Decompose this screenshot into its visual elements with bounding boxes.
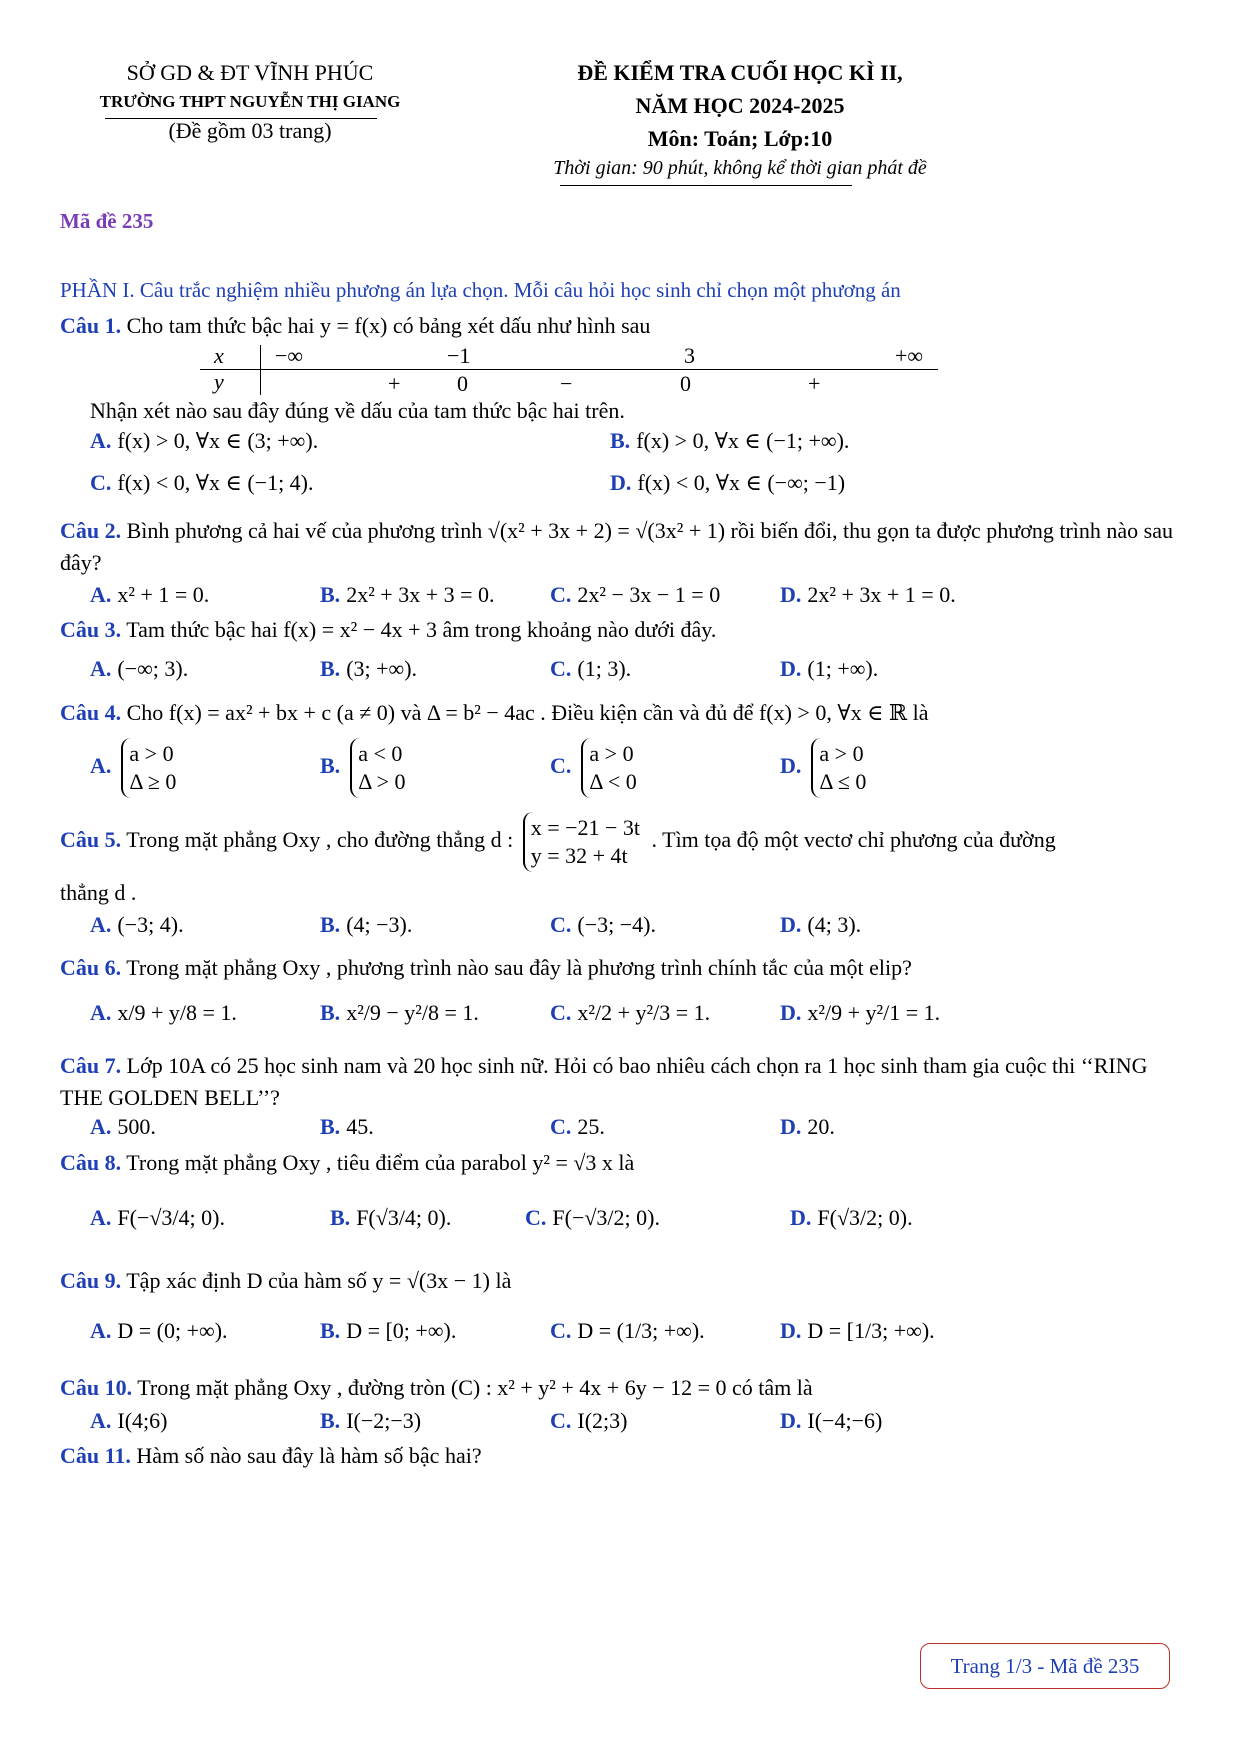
q6-option-d[interactable]: D. x²/9 + y²/1 = 1.	[780, 1000, 941, 1025]
question-3-text: Tam thức bậc hai f(x) = x² − 4x + 3 âm trong khoảng nào dưới đây.	[126, 617, 717, 642]
sign-table-y-plus2: +	[808, 371, 821, 396]
school-name: TRƯỜNG THPT NGUYỄN THỊ GIANG	[99, 92, 401, 111]
q4-option-d[interactable]: D. a > 0 Δ ≤ 0	[780, 738, 872, 798]
sign-table-x-neg-inf: −∞	[275, 343, 304, 368]
sign-table-y-zero1: 0	[457, 371, 468, 396]
time-line: Thời gian: 90 phút, không kể thời gian phát đề	[553, 157, 927, 179]
question-11	[60, 1440, 1181, 1472]
q7-option-a[interactable]: A. 500.	[90, 1114, 156, 1139]
q10-option-a[interactable]: A. I(4;6)	[90, 1408, 168, 1433]
q8-option-c[interactable]: C. F(−√3/2; 0).	[525, 1205, 660, 1230]
question-11-label: Câu 11.	[60, 1443, 131, 1468]
q5-option-d[interactable]: D. (4; 3).	[780, 912, 862, 937]
pages-note: (Đề gồm 03 trang)	[168, 118, 332, 143]
q1-option-a[interactable]: A. f(x) > 0, ∀x ∈ (3; +∞).	[90, 428, 319, 453]
question-1-options-row2	[60, 470, 1181, 514]
sign-table-x-root2: 3	[684, 343, 695, 368]
sign-table-x-pos-inf: +∞	[895, 343, 924, 368]
q3-option-c[interactable]: C. (1; 3).	[550, 656, 632, 681]
question-8-text: Trong mặt phẳng Oxy , tiêu điểm của parabol y² = √3 x là	[126, 1150, 635, 1175]
sign-table-x-header: x	[214, 343, 224, 368]
q7-option-b[interactable]: B. 45.	[320, 1114, 374, 1139]
q10-option-c[interactable]: C. I(2;3)	[550, 1408, 628, 1433]
question-7-label: Câu 7.	[60, 1053, 122, 1078]
question-1-label: Câu 1.	[60, 313, 122, 338]
question-3	[60, 614, 1181, 646]
q7-option-c[interactable]: C. 25.	[550, 1114, 605, 1139]
exam-code: Mã đề 235	[60, 209, 154, 233]
question-1-text: Cho tam thức bậc hai y = f(x) có bảng xét dấu như hình sau	[126, 313, 651, 338]
q3-option-a[interactable]: A. (−∞; 3).	[90, 656, 189, 681]
question-9-label: Câu 9.	[60, 1268, 122, 1293]
q9-option-c[interactable]: C. D = (1/3; +∞).	[550, 1318, 705, 1343]
part1-heading: PHẦN I. Câu trắc nghiệm nhiều phương án lựa chọn. Mỗi câu hỏi học sinh chỉ chọn một phương án	[60, 278, 901, 302]
question-4	[60, 697, 1181, 729]
school-year: NĂM HỌC 2024-2025	[635, 93, 845, 118]
question-5-text-cont: . Tìm tọa độ một vectơ chỉ phương của đường	[651, 827, 1056, 853]
q10-option-d[interactable]: D. I(−4;−6)	[780, 1408, 883, 1433]
q9-option-b[interactable]: B. D = [0; +∞).	[320, 1318, 457, 1343]
question-4-options	[60, 738, 1181, 802]
sign-table-y-plus1: +	[388, 371, 401, 396]
question-8-options	[60, 1205, 1181, 1261]
question-1-followup: Nhận xét nào sau đây đúng về dấu của tam thức bậc hai trên.	[90, 398, 625, 423]
question-3-label: Câu 3.	[60, 617, 122, 642]
q8-option-b[interactable]: B. F(√3/4; 0).	[330, 1205, 452, 1230]
question-7-text: Lớp 10A có 25 học sinh nam và 20 học sinh nữ. Hỏi có bao nhiêu cách chọn ra 1 học sinh tham gia cuộc thi ‘‘RING THE GOLDEN BELL’’?	[60, 1053, 1148, 1110]
subject-line: Môn: Toán; Lớp:10	[647, 126, 833, 151]
question-7	[60, 1050, 1181, 1114]
question-2	[60, 515, 1181, 579]
q1-option-c[interactable]: C. f(x) < 0, ∀x ∈ (−1; 4).	[90, 470, 314, 495]
question-5-system: x = −21 − 3t y = 32 + 4t	[523, 812, 646, 872]
question-9-text: Tập xác định D của hàm số y = √(3x − 1) là	[126, 1268, 512, 1293]
question-5-label: Câu 5.	[60, 827, 122, 853]
q8-option-d[interactable]: D. F(√3/2; 0).	[790, 1205, 913, 1230]
sign-table-y-zero2: 0	[680, 371, 691, 396]
question-5-text: Trong mặt phẳng Oxy , cho đường thẳng d :	[126, 827, 514, 853]
q2-option-b[interactable]: B. 2x² + 3x + 3 = 0.	[320, 582, 495, 607]
time-underline	[560, 185, 852, 186]
q6-option-a[interactable]: A. x/9 + y/8 = 1.	[90, 1000, 237, 1025]
q9-option-a[interactable]: A. D = (0; +∞).	[90, 1318, 228, 1343]
q8-option-a[interactable]: A. F(−√3/4; 0).	[90, 1205, 225, 1230]
question-9-options	[60, 1318, 1181, 1374]
q4-option-a[interactable]: A. a > 0 Δ ≥ 0	[90, 738, 182, 798]
question-6-label: Câu 6.	[60, 955, 122, 980]
q3-option-d[interactable]: D. (1; +∞).	[780, 656, 879, 681]
page-footer: Trang 1/3 - Mã đề 235	[920, 1643, 1170, 1689]
q4-option-c[interactable]: C. a > 0 Δ < 0	[550, 738, 643, 798]
q2-option-d[interactable]: D. 2x² + 3x + 1 = 0.	[780, 582, 956, 607]
question-4-label: Câu 4.	[60, 700, 122, 725]
q6-option-c[interactable]: C. x²/2 + y²/3 = 1.	[550, 1000, 711, 1025]
department-name: SỞ GD & ĐT VĨNH PHÚC	[126, 60, 374, 85]
question-5-options	[60, 912, 1181, 956]
q2-option-c[interactable]: C. 2x² − 3x − 1 = 0	[550, 582, 721, 607]
question-9	[60, 1265, 1181, 1297]
question-6	[60, 952, 1181, 984]
q4-option-b[interactable]: B. a < 0 Δ > 0	[320, 738, 412, 798]
q10-option-b[interactable]: B. I(−2;−3)	[320, 1408, 422, 1433]
question-1-options-row1	[60, 428, 1181, 472]
q5-option-a[interactable]: A. (−3; 4).	[90, 912, 184, 937]
q1-option-d[interactable]: D. f(x) < 0, ∀x ∈ (−∞; −1)	[610, 470, 846, 495]
sign-table-y-header: y	[214, 369, 224, 394]
q3-option-b[interactable]: B. (3; +∞).	[320, 656, 418, 681]
question-11-text: Hàm số nào sau đây là hàm số bậc hai?	[136, 1443, 482, 1468]
sign-table-y-minus: −	[560, 371, 573, 396]
q6-option-b[interactable]: B. x²/9 − y²/8 = 1.	[320, 1000, 479, 1025]
sign-table	[200, 343, 938, 396]
question-10	[60, 1372, 1181, 1404]
question-1	[60, 310, 1181, 342]
question-10-label: Câu 10.	[60, 1375, 133, 1400]
question-6-options	[60, 1000, 1181, 1056]
q5-option-c[interactable]: C. (−3; −4).	[550, 912, 656, 937]
q9-option-d[interactable]: D. D = [1/3; +∞).	[780, 1318, 935, 1343]
q7-option-d[interactable]: D. 20.	[780, 1114, 835, 1139]
question-5	[60, 812, 1181, 872]
question-4-text: Cho f(x) = ax² + bx + c (a ≠ 0) và Δ = b² − 4ac . Điều kiện cần và đủ để f(x) > 0, ∀x ∈ ℝ là	[126, 700, 929, 725]
sign-table-x-root1: −1	[447, 343, 471, 368]
question-2-label: Câu 2.	[60, 518, 122, 543]
question-3-options	[60, 656, 1181, 700]
q1-option-b[interactable]: B. f(x) > 0, ∀x ∈ (−1; +∞).	[610, 428, 850, 453]
exam-title: ĐỀ KIỂM TRA CUỐI HỌC KÌ II,	[577, 60, 903, 85]
q2-option-a[interactable]: A. x² + 1 = 0.	[90, 582, 210, 607]
question-10-text: Trong mặt phẳng Oxy , đường tròn (C) : x² + y² + 4x + 6y − 12 = 0 có tâm là	[137, 1375, 813, 1400]
question-2-text: Bình phương cả hai vế của phương trình √(x² + 3x + 2) = √(3x² + 1) rồi biến đổi, thu gọn ta được phương trình nào sau đây?	[60, 518, 1173, 575]
question-8	[60, 1147, 1181, 1179]
question-8-label: Câu 8.	[60, 1150, 122, 1175]
q5-option-b[interactable]: B. (4; −3).	[320, 912, 413, 937]
question-5-text-end: thẳng d .	[60, 880, 137, 905]
question-6-text: Trong mặt phẳng Oxy , phương trình nào sau đây là phương trình chính tắc của một elip?	[126, 955, 912, 980]
